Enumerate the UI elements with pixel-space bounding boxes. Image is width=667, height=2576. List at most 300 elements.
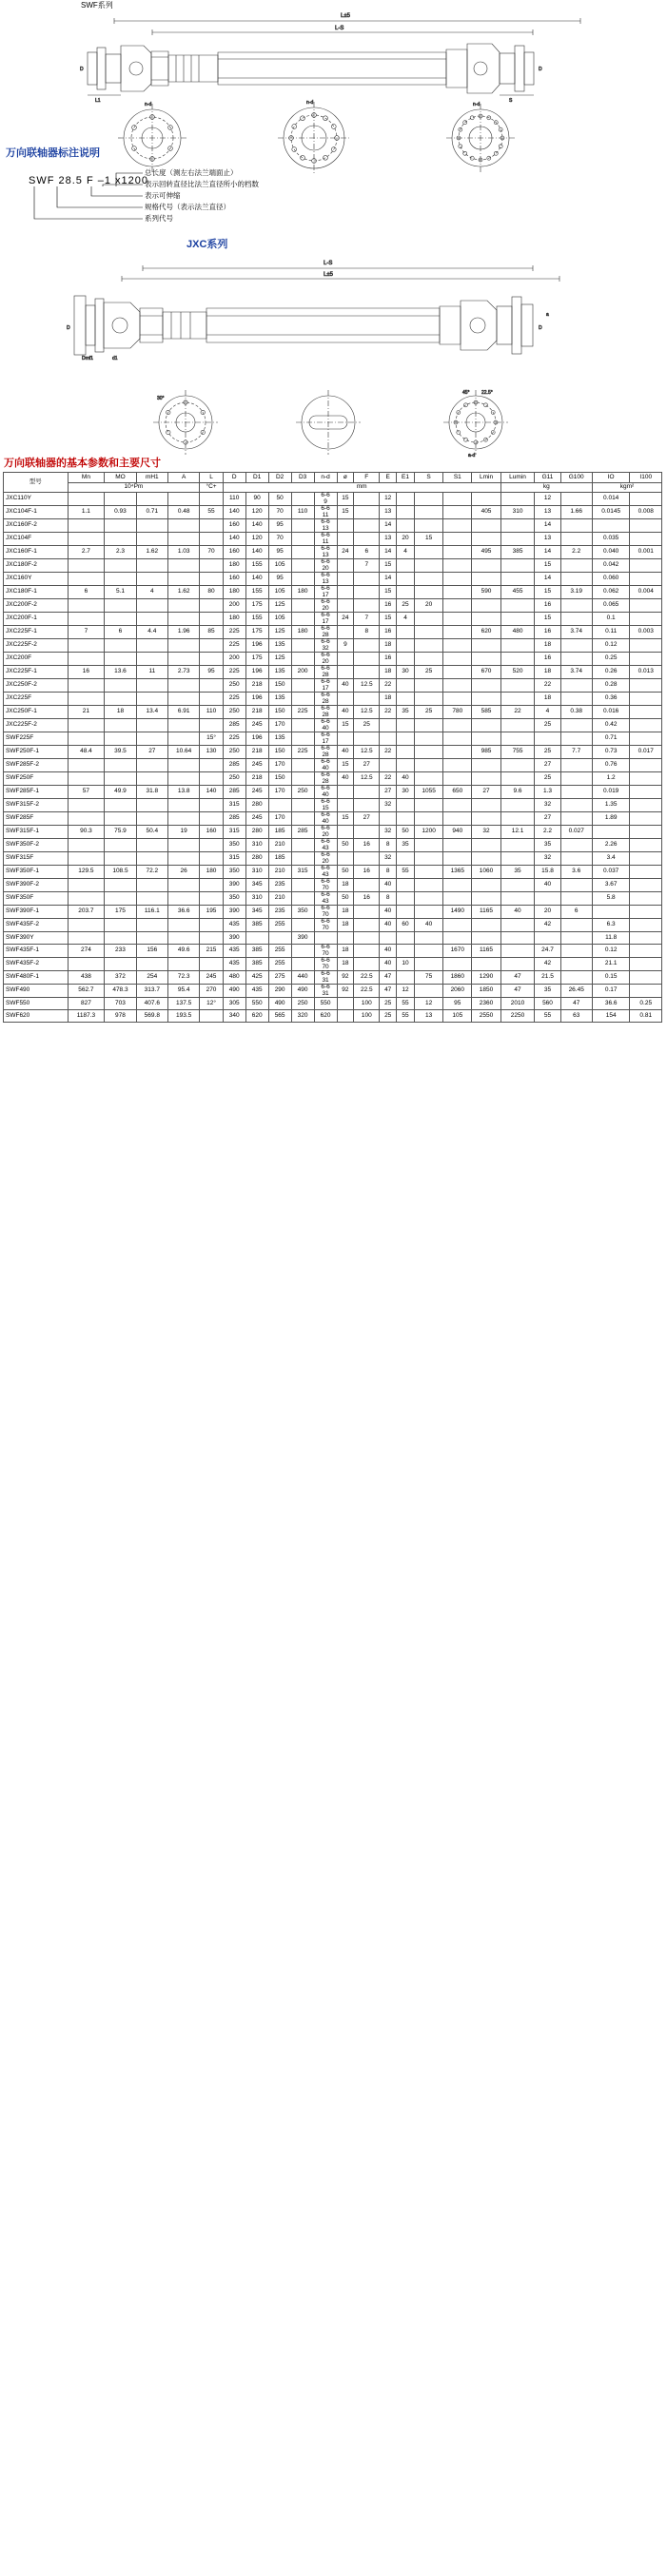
cell-s1 (443, 732, 472, 746)
cell-nd: 6-6 43 (314, 866, 337, 879)
cell-e: 16 (380, 599, 397, 613)
cell-i100 (630, 519, 662, 533)
swf-series-label: SWF系列 (81, 1, 113, 10)
cell-mh1 (136, 493, 167, 506)
cell-g11: 55 (535, 1010, 560, 1023)
cell-o (337, 559, 354, 573)
cell-s (414, 866, 442, 879)
cell-d1: 218 (245, 679, 268, 693)
cell-d: 225 (223, 693, 245, 706)
cell-io: 0.36 (592, 693, 630, 706)
cell-g100 (560, 879, 592, 892)
cell-a: 137.5 (167, 998, 199, 1010)
svg-text:45°: 45° (462, 390, 470, 396)
cell-mn (68, 493, 105, 506)
cell-e1 (397, 559, 415, 573)
cell-io (592, 906, 630, 919)
svg-text:D: D (80, 67, 84, 72)
cell-lumin (500, 639, 535, 653)
cell-o (337, 573, 354, 586)
cell-model: SWF620 (4, 1010, 69, 1023)
cell-d: 200 (223, 599, 245, 613)
cell-l (200, 958, 223, 971)
cell-s (414, 879, 442, 892)
table-row (4, 786, 662, 799)
cell-nd: 6-6 40 (314, 759, 337, 772)
cell-lmin (472, 879, 500, 892)
cell-lumin: 22 (500, 706, 535, 719)
cell-mh1 (136, 839, 167, 852)
cell-mn: 2.7 (68, 546, 105, 559)
cell-e1: 4 (397, 613, 415, 626)
cell-e (380, 812, 397, 826)
cell-f: 16 (354, 892, 380, 906)
cell-model: JXC160F-2 (4, 519, 69, 533)
cell-g11: 27 (535, 759, 560, 772)
cell-lmin (472, 533, 500, 546)
cell-i100 (630, 812, 662, 826)
cell-d2: 125 (268, 626, 291, 639)
table-row (4, 693, 662, 706)
cell-e1: 30 (397, 786, 415, 799)
cell-e: 8 (380, 866, 397, 879)
cell-lmin (472, 639, 500, 653)
cell-lmin: 585 (472, 706, 500, 719)
cell-io: 0.12 (592, 639, 630, 653)
cell-a (167, 839, 199, 852)
cell-mo (105, 493, 136, 506)
cell-e: 18 (380, 639, 397, 653)
cell-l (200, 653, 223, 666)
cell-i100 (630, 759, 662, 772)
cell-l: 245 (200, 971, 223, 985)
cell-g100 (560, 971, 592, 985)
table-row (4, 852, 662, 866)
cell-lumin (500, 653, 535, 666)
cell-g11: 15 (535, 559, 560, 573)
cell-g100: 6 (560, 906, 592, 919)
th-s: S (414, 473, 442, 483)
cell-g11 (535, 892, 560, 906)
cell-nd: 6-6 17 (314, 613, 337, 626)
table-row (4, 919, 662, 932)
cell-d: 350 (223, 866, 245, 879)
cell-g11: 16 (535, 653, 560, 666)
cell-e: 40 (380, 919, 397, 932)
cell-e1: 35 (397, 839, 415, 852)
svg-text:D: D (539, 325, 542, 331)
cell-i100 (630, 892, 662, 906)
cell-mo (105, 772, 136, 786)
cell-s1 (443, 666, 472, 679)
cell-f (354, 506, 380, 519)
table-row (4, 985, 662, 998)
cell-mo: 18 (105, 706, 136, 719)
cell-s1 (443, 559, 472, 573)
cell-g100: 3.6 (560, 866, 592, 879)
cell-mh1: 4 (136, 586, 167, 599)
cell-f: 8 (354, 626, 380, 639)
cell-lumin: 520 (500, 666, 535, 679)
cell-d: 140 (223, 506, 245, 519)
cell-e: 13 (380, 533, 397, 546)
cell-mo (105, 799, 136, 812)
cell-lumin: 2010 (500, 998, 535, 1010)
table-row (4, 506, 662, 519)
cell-d3 (291, 799, 314, 812)
cell-i100 (630, 719, 662, 732)
cell-e: 40 (380, 958, 397, 971)
cell-lmin: 1850 (472, 985, 500, 998)
cell-d1: 345 (245, 879, 268, 892)
cell-d3 (291, 945, 314, 958)
cell-g100 (560, 892, 592, 906)
cell-io: 11.8 (592, 932, 630, 945)
cell-s (414, 573, 442, 586)
cell-s1 (443, 546, 472, 559)
cell-io: 0.014 (592, 493, 630, 506)
cell-l: 270 (200, 985, 223, 998)
cell-e: 8 (380, 892, 397, 906)
th-lmin: Lmin (472, 473, 500, 483)
th-unit-kgm2: kgm² (592, 483, 661, 493)
cell-model: JXC225F (4, 693, 69, 706)
cell-d3: 110 (291, 506, 314, 519)
cell-i100 (630, 613, 662, 626)
cell-o: 15 (337, 493, 354, 506)
cell-mo: 6 (105, 626, 136, 639)
cell-i100 (630, 945, 662, 958)
cell-g100 (560, 533, 592, 546)
cell-io: 0.0145 (592, 506, 630, 519)
cell-mn (68, 639, 105, 653)
cell-d3 (291, 719, 314, 732)
cell-g100 (560, 573, 592, 586)
cell-d1: 155 (245, 559, 268, 573)
jxc-technical-drawing (0, 253, 667, 458)
cell-e: 47 (380, 985, 397, 998)
cell-io: 0.016 (592, 706, 630, 719)
cell-o: 50 (337, 892, 354, 906)
cell-mn (68, 958, 105, 971)
cell-d3: 350 (291, 906, 314, 919)
cell-f: 27 (354, 812, 380, 826)
cell-model: SWF435F-2 (4, 919, 69, 932)
cell-d2: 150 (268, 772, 291, 786)
cell-d2: 105 (268, 613, 291, 626)
cell-e: 22 (380, 706, 397, 719)
cell-s (414, 799, 442, 812)
cell-lumin: 385 (500, 546, 535, 559)
cell-d2: 170 (268, 719, 291, 732)
cell-s (414, 945, 442, 958)
cell-model: SWF490 (4, 985, 69, 998)
cell-lmin (472, 839, 500, 852)
cell-g11: 25 (535, 772, 560, 786)
cell-io: 0.040 (592, 546, 630, 559)
cell-e: 22 (380, 772, 397, 786)
cell-o: 50 (337, 839, 354, 852)
cell-f (354, 852, 380, 866)
cell-i100: 0.008 (630, 506, 662, 519)
cell-e1: 30 (397, 666, 415, 679)
cell-lumin (500, 812, 535, 826)
cell-mo (105, 958, 136, 971)
cell-nd: 6-6 28 (314, 693, 337, 706)
cell-a (167, 799, 199, 812)
cell-lumin (500, 879, 535, 892)
cell-g100: 2.2 (560, 546, 592, 559)
marking-note-4: 系列代号 (145, 214, 173, 223)
cell-l: 160 (200, 826, 223, 839)
cell-nd: 6-6 40 (314, 812, 337, 826)
table-row (4, 826, 662, 839)
cell-d3 (291, 919, 314, 932)
cell-lumin (500, 945, 535, 958)
cell-model: SWF225F (4, 732, 69, 746)
cell-e1 (397, 945, 415, 958)
cell-o: 24 (337, 613, 354, 626)
cell-mn: 57 (68, 786, 105, 799)
cell-lumin: 35 (500, 866, 535, 879)
cell-l: 140 (200, 786, 223, 799)
cell-mn (68, 693, 105, 706)
cell-o (337, 586, 354, 599)
cell-mo (105, 932, 136, 945)
cell-g100: 0.38 (560, 706, 592, 719)
cell-model: JXC160Y (4, 573, 69, 586)
cell-i100 (630, 679, 662, 693)
cell-io: 0.1 (592, 613, 630, 626)
cell-f (354, 693, 380, 706)
cell-d1: 280 (245, 852, 268, 866)
cell-model: JXC225F-1 (4, 666, 69, 679)
cell-d1: 175 (245, 626, 268, 639)
cell-e: 18 (380, 666, 397, 679)
cell-mn: 16 (68, 666, 105, 679)
cell-i100: 0.003 (630, 626, 662, 639)
svg-text:L-S: L-S (335, 26, 344, 31)
cell-f: 22.5 (354, 971, 380, 985)
th-d: D (223, 473, 245, 483)
cell-io: 0.28 (592, 679, 630, 693)
cell-d3 (291, 653, 314, 666)
cell-mh1: 569.8 (136, 1010, 167, 1023)
cell-a: 6.91 (167, 706, 199, 719)
cell-model: SWF315F-1 (4, 826, 69, 839)
cell-nd: 6-6 31 (314, 971, 337, 985)
cell-mn (68, 719, 105, 732)
cell-a: 49.6 (167, 945, 199, 958)
cell-o: 18 (337, 945, 354, 958)
cell-d3 (291, 839, 314, 852)
marking-note-0: 总长度（测左右法兰端面止） (145, 168, 238, 177)
cell-a (167, 719, 199, 732)
cell-e1 (397, 719, 415, 732)
cell-e: 15 (380, 586, 397, 599)
cell-d: 390 (223, 879, 245, 892)
cell-f (354, 493, 380, 506)
cell-s1: 2060 (443, 985, 472, 998)
cell-d1: 280 (245, 799, 268, 812)
cell-g100: 1.66 (560, 506, 592, 519)
cell-i100 (630, 533, 662, 546)
cell-s (414, 852, 442, 866)
cell-a: 0.48 (167, 506, 199, 519)
cell-s (414, 679, 442, 693)
cell-mo (105, 759, 136, 772)
cell-lumin (500, 559, 535, 573)
cell-f (354, 586, 380, 599)
cell-lumin (500, 958, 535, 971)
marking-title: 万向联轴器标注说明 (6, 147, 100, 159)
cell-a (167, 533, 199, 546)
cell-e: 14 (380, 546, 397, 559)
cell-d: 315 (223, 852, 245, 866)
cell-s (414, 958, 442, 971)
cell-o (337, 519, 354, 533)
cell-mh1 (136, 799, 167, 812)
cell-io: 3.4 (592, 852, 630, 866)
cell-lmin (472, 719, 500, 732)
cell-g11: 12 (535, 493, 560, 506)
cell-io: 0.15 (592, 971, 630, 985)
cell-mn (68, 613, 105, 626)
cell-mo: 5.1 (105, 586, 136, 599)
cell-l (200, 573, 223, 586)
cell-g100 (560, 719, 592, 732)
cell-mn: 1.1 (68, 506, 105, 519)
cell-o: 50 (337, 866, 354, 879)
cell-g11 (535, 932, 560, 945)
cell-i100 (630, 971, 662, 985)
cell-mo: 0.93 (105, 506, 136, 519)
cell-d3 (291, 812, 314, 826)
cell-model: SWF350F-1 (4, 866, 69, 879)
marking-note-2: 表示可伸缩 (145, 191, 181, 200)
cell-l (200, 599, 223, 613)
cell-o: 15 (337, 719, 354, 732)
cell-model: SWF550 (4, 998, 69, 1010)
cell-i100 (630, 639, 662, 653)
cell-mo (105, 812, 136, 826)
cell-g100 (560, 852, 592, 866)
cell-nd: 6-6 70 (314, 879, 337, 892)
cell-i100 (630, 919, 662, 932)
cell-lumin: 455 (500, 586, 535, 599)
table-row (4, 533, 662, 546)
cell-l (200, 613, 223, 626)
cell-g100 (560, 919, 592, 932)
cell-lmin (472, 958, 500, 971)
cell-io: 0.062 (592, 586, 630, 599)
cell-d1: 385 (245, 958, 268, 971)
cell-mo (105, 519, 136, 533)
cell-s1: 1670 (443, 945, 472, 958)
cell-d2: 170 (268, 759, 291, 772)
cell-g100 (560, 559, 592, 573)
cell-lumin: 47 (500, 985, 535, 998)
cell-mh1: 116.1 (136, 906, 167, 919)
cell-e1 (397, 586, 415, 599)
cell-e1 (397, 932, 415, 945)
cell-nd: 6-6 43 (314, 839, 337, 852)
cell-d1: 140 (245, 573, 268, 586)
cell-d: 285 (223, 812, 245, 826)
cell-o: 15 (337, 759, 354, 772)
cell-d: 250 (223, 706, 245, 719)
cell-d1: 120 (245, 506, 268, 519)
cell-s (414, 772, 442, 786)
cell-d1: 218 (245, 772, 268, 786)
cell-e: 40 (380, 906, 397, 919)
cell-i100 (630, 772, 662, 786)
cell-d2: 490 (268, 998, 291, 1010)
cell-i100 (630, 493, 662, 506)
cell-g11: 40 (535, 879, 560, 892)
cell-a: 10.64 (167, 746, 199, 759)
cell-lmin: 2360 (472, 998, 500, 1010)
cell-mh1: 72.2 (136, 866, 167, 879)
cell-g100: 47 (560, 998, 592, 1010)
cell-mo: 175 (105, 906, 136, 919)
cell-s1 (443, 759, 472, 772)
cell-model: JXC250F-1 (4, 706, 69, 719)
cell-f: 25 (354, 719, 380, 732)
cell-model: JXC225F-1 (4, 626, 69, 639)
cell-i100 (630, 799, 662, 812)
cell-d3: 250 (291, 786, 314, 799)
cell-e1 (397, 679, 415, 693)
cell-lmin (472, 559, 500, 573)
cell-e1: 60 (397, 919, 415, 932)
cell-a: 1.62 (167, 586, 199, 599)
cell-g11: 21.5 (535, 971, 560, 985)
spec-table (3, 472, 662, 1023)
cell-g11 (535, 732, 560, 746)
cell-mn (68, 812, 105, 826)
cell-e: 14 (380, 573, 397, 586)
cell-lmin: 1060 (472, 866, 500, 879)
cell-s1 (443, 653, 472, 666)
cell-d1: 425 (245, 971, 268, 985)
cell-mo (105, 639, 136, 653)
cell-d2: 150 (268, 679, 291, 693)
jxc-series-label: JXC系列 (186, 239, 228, 250)
cell-o: 40 (337, 746, 354, 759)
cell-a: 26 (167, 866, 199, 879)
cell-nd: 6-6 28 (314, 746, 337, 759)
cell-l (200, 1010, 223, 1023)
cell-g11: 15.8 (535, 866, 560, 879)
cell-nd: 6-6 28 (314, 666, 337, 679)
cell-g11: 27 (535, 812, 560, 826)
cell-mn: 203.7 (68, 906, 105, 919)
cell-io: 0.25 (592, 653, 630, 666)
cell-d: 490 (223, 985, 245, 998)
cell-nd: 6-6 28 (314, 706, 337, 719)
cell-g100: 3.74 (560, 626, 592, 639)
cell-d2: 210 (268, 866, 291, 879)
cell-nd: 6-6 17 (314, 586, 337, 599)
cell-g11: 2.2 (535, 826, 560, 839)
cell-f: 27 (354, 759, 380, 772)
cell-model: SWF285F-1 (4, 786, 69, 799)
cell-d1: 155 (245, 613, 268, 626)
cell-l (200, 852, 223, 866)
cell-model: SWF250F-1 (4, 746, 69, 759)
cell-mh1: 1.62 (136, 546, 167, 559)
